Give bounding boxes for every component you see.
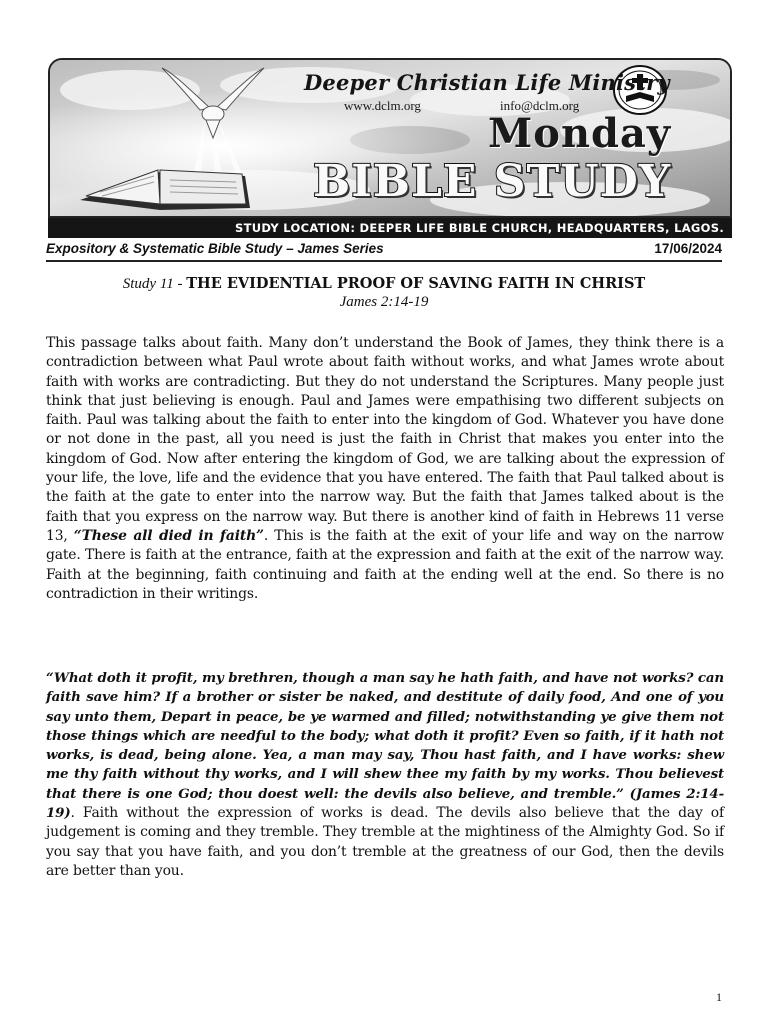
scripture-quote: “What doth it profit, my brethren, though a man say he hath faith, and have not works? can faith save him? If a brother or sister be naked, and destitute of daily food, And one of you say unto them, Depart in peace, be ye warmed and filled; notwithstanding ye give them not those things which are needful to the body; what doth it profit? Even so faith, if it hath not works, is dead, being alone. Yea, a man may say, Thou hast faith, and I have works: shew me thy faith without thy works, and I will shew thee my faith by my works. Thou believest that there is one God; thou doest well: the devils also believe, and tremble.” (James 2:14-19) (46, 670, 724, 822)
study-heading (0, 275, 768, 293)
organization-name: Deeper Christian Life Ministry (304, 70, 670, 95)
banner-title: BIBLE STUDY (313, 156, 672, 207)
series-header (46, 240, 722, 262)
website-link[interactable]: www.dclm.org (344, 98, 421, 113)
series-name: Expository & Systematic Bible Study – James Series (46, 241, 384, 256)
scripture-reference: James 2:14-19 (339, 294, 429, 310)
inline-quote: “These all died in faith” (73, 527, 264, 544)
paragraph-introduction (46, 334, 724, 604)
study-date: 17/06/2024 (654, 241, 722, 256)
paragraph-text: This passage talks about faith. Many don’t understand the Book of James, they think there is a contradiction between what Paul wrote about faith without works, and what James wrote about faith with works are contradicting. But they do not understand the Scriptures. Many people just think that just believing is enough. Paul and James were empathising two different subjects on faith. Paul was talking about the faith to enter into the kingdom of God. Whatever you have done or not done in the past, all you need is just the faith in Christ that makes you enter into the kingdom of God. Now after entering the kingdom of God, we are talking about the expression of your life, the love, life and the evidence that you have entered. The faith that Paul talked about is the faith at the gate to enter into the narrow way. But the faith that James talked about is the faith that you express on the narrow way. But there is another kind of faith in Hebrews 11 verse 13, (46, 335, 724, 544)
page-number: 1 (716, 990, 722, 1004)
study-title: THE EVIDENTIAL PROOF OF SAVING FAITH IN CHRIST (186, 275, 646, 292)
study-location-bar: STUDY LOCATION: DEEPER LIFE BIBLE CHURCH, HEADQUARTERS, LAGOS. (48, 218, 732, 238)
paragraph-scripture (46, 669, 724, 881)
banner-day: Monday (488, 110, 672, 157)
paragraph-text: . Faith without the expression of works is dead. The devils also believe that the day of judgement is coming and they tremble. They tremble at the mightiness of the Almighty God. So if you say that you have faith, and you don’t tremble at the greatness of our God, then the devils are better than you. (46, 805, 724, 879)
header-banner (48, 58, 732, 238)
paragraph-text: . This is the faith at the exit of your life and way on the narrow gate. There is faith at the entrance, faith at the expression and faith at the exit of the narrow way. Faith at the beginning, faith continuing and faith at the ending well at the end. So there is no contradiction in their writings. (46, 527, 725, 602)
email-link[interactable]: info@dclm.org (500, 98, 580, 113)
study-number: Study 11 - (122, 276, 187, 292)
